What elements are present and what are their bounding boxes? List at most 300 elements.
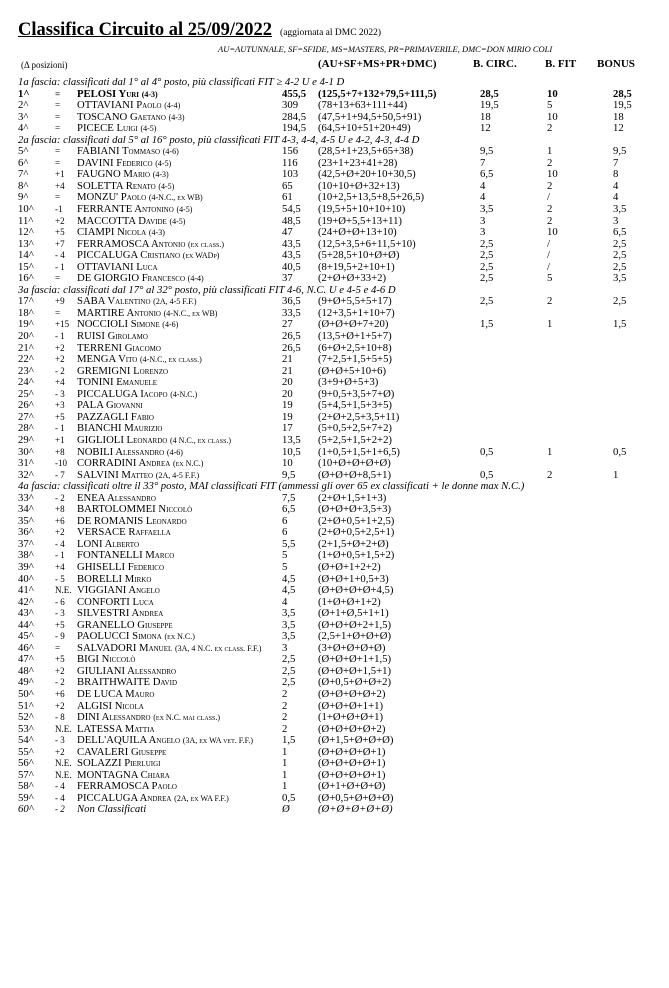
points-breakdown: (19+Ø+5,5+13+11) xyxy=(318,214,402,227)
bonus-total: 1 xyxy=(613,468,619,481)
points-breakdown: (3+9+Ø+5+3) xyxy=(318,376,379,389)
section-text: 1a fascia: classificati dal 1° al 4° posto, più classificati FIT ≥ 4-2 U e 4-1 D xyxy=(18,76,345,88)
total-points: 3,5 xyxy=(282,607,296,620)
bonus-circuit: 2,5 xyxy=(480,272,494,285)
position-change: - 3 xyxy=(55,388,65,399)
position-change: +5 xyxy=(55,411,65,422)
bonus-total: 2,5 xyxy=(613,295,627,308)
player-name-text: RUISI Girolamo xyxy=(77,330,148,343)
bonus-total: 0,5 xyxy=(613,445,627,458)
position-change: - 1 xyxy=(55,261,65,272)
bonus-total: 18 xyxy=(613,110,624,123)
rank: 50^ xyxy=(18,687,34,700)
player-name-text: CIAMPI Nicola xyxy=(77,226,147,239)
player-name-text: VIGGIANI Angelo xyxy=(77,584,160,597)
position-change: +6 xyxy=(55,515,65,526)
position-change: - 1 xyxy=(55,331,65,342)
points-breakdown: (9+Ø+5,5+5+17) xyxy=(318,295,392,308)
bonus-fit: / xyxy=(547,191,550,204)
player-category: (4-4) xyxy=(164,101,181,111)
points-breakdown: (Ø+0,5+Ø+Ø+Ø) xyxy=(318,791,394,804)
player-category: (ex N.C. mai class.) xyxy=(153,713,221,723)
rank: 15^ xyxy=(18,260,34,273)
total-points: 6 xyxy=(282,526,288,539)
rank: 38^ xyxy=(18,549,34,562)
points-breakdown: (Ø+Ø+Ø+1,5+1) xyxy=(318,664,392,677)
player-name-text: CAVALERI Giuseppe xyxy=(77,745,167,758)
rank: 19^ xyxy=(18,318,34,331)
points-breakdown: (2+Ø+0,5+1+2,5) xyxy=(318,514,395,527)
rank: 41^ xyxy=(18,584,34,597)
rank: 22^ xyxy=(18,353,34,366)
bonus-circuit: 7 xyxy=(480,156,486,169)
total-points: 116 xyxy=(282,156,298,169)
position-change: = xyxy=(55,307,61,318)
player-category: (2A, ex WA F.F.) xyxy=(174,793,229,803)
position-change: - 4 xyxy=(55,250,65,261)
player-name-text: FAUGNO Mario xyxy=(77,168,151,181)
player-category: (4-N.C.) xyxy=(170,389,198,399)
points-breakdown: (Ø+Ø+Ø+Ø+4,5) xyxy=(318,584,394,597)
bonus-fit: / xyxy=(547,249,550,262)
points-breakdown: (Ø+1+Ø+Ø+Ø) xyxy=(318,780,386,793)
player-name-text: FERRANTE Antonino xyxy=(77,203,174,216)
header-bonus: BONUS xyxy=(597,58,635,70)
bonus-total: 4 xyxy=(613,179,619,192)
rank: 2^ xyxy=(18,99,29,112)
points-breakdown: (12+3,5+1+10+7) xyxy=(318,306,395,319)
points-breakdown: (Ø+Ø+Ø+3,5+3) xyxy=(318,503,392,516)
points-breakdown: (Ø+Ø+Ø+7+20) xyxy=(318,318,389,331)
rank: 13^ xyxy=(18,237,34,250)
total-points: 1,5 xyxy=(282,734,296,747)
rank: 46^ xyxy=(18,641,34,654)
total-points: 19 xyxy=(282,399,293,412)
bonus-fit: 2 xyxy=(547,214,553,227)
rank: 24^ xyxy=(18,376,34,389)
total-points: Ø xyxy=(282,803,290,816)
points-breakdown: (7+2,5+1,5+5+5) xyxy=(318,353,392,366)
rank: 56^ xyxy=(18,757,34,770)
points-breakdown: (Ø+Ø+Ø+1+1) xyxy=(318,699,384,712)
player-name-text: GRANELLO Giuseppe xyxy=(77,618,173,631)
player-name-text: PELOSI Yuri xyxy=(77,87,140,100)
rank: 20^ xyxy=(18,330,34,343)
player-category: (4-3) xyxy=(168,112,185,122)
position-change: +8 xyxy=(55,504,65,515)
section-text: 3a fascia: classificati dal 17° al 32° posto, più classificati FIT 4-6, N.C. U e 4-5 e 4-6 D xyxy=(18,283,396,296)
bonus-circuit: 0,5 xyxy=(480,445,494,458)
player-name-text: PAZZAGLI Fabio xyxy=(77,410,154,423)
total-points: 36,5 xyxy=(282,295,301,308)
total-points: 2,5 xyxy=(282,653,296,666)
total-points: 20 xyxy=(282,387,293,400)
total-points: 309 xyxy=(282,99,299,112)
total-points: 6,5 xyxy=(282,503,296,516)
total-points: 2 xyxy=(282,711,288,724)
bonus-total: 4 xyxy=(613,191,619,204)
player-category: (4 N.C., ex class.) xyxy=(169,435,232,445)
bonus-total: 3,5 xyxy=(613,272,627,285)
points-breakdown: (Ø+Ø+1+0,5+3) xyxy=(318,572,389,585)
player-name-text: ENEA Alessandro xyxy=(77,491,156,504)
position-change: +2 xyxy=(55,665,65,676)
player-category: (4-4) xyxy=(187,274,204,284)
points-breakdown: (10+2,5+13,5+8,5+26,5) xyxy=(318,191,425,204)
points-breakdown: (23+1+23+41+28) xyxy=(318,156,398,169)
position-change: - 8 xyxy=(55,712,65,723)
rank: 21^ xyxy=(18,341,34,354)
rank: 51^ xyxy=(18,699,34,712)
player-category: (ex N.C.) xyxy=(164,632,195,642)
points-breakdown: (Ø+Ø+Ø+Ø+1) xyxy=(318,757,386,770)
player-name-text: PALA Giovanni xyxy=(77,399,143,412)
position-change: +5 xyxy=(55,227,65,238)
total-points: 2 xyxy=(282,687,288,700)
position-change: - 4 xyxy=(55,538,65,549)
rank: 48^ xyxy=(18,664,34,677)
page-title xyxy=(18,20,381,41)
points-breakdown: (78+13+63+111+44) xyxy=(318,99,408,112)
player-name-text: TONINI Emanuele xyxy=(77,376,158,389)
player-name-text: Non Classificati xyxy=(77,803,147,816)
points-breakdown: (2+1,5+Ø+2+Ø) xyxy=(318,537,389,550)
bonus-circuit: 9,5 xyxy=(480,145,494,158)
player-name-text: ALGISI Nicola xyxy=(77,699,144,712)
total-points: 21 xyxy=(282,353,293,366)
rank: 54^ xyxy=(18,734,34,747)
rank: 31^ xyxy=(18,457,34,470)
position-change: = xyxy=(55,100,61,111)
total-points: 43,5 xyxy=(282,249,301,262)
player-name-text: SILVESTRI Andrea xyxy=(77,607,164,620)
player-name-text: PICCALUGA Cristiano xyxy=(77,249,181,262)
player-category: (2A, 4-5 F.F.) xyxy=(153,297,197,307)
position-change: +5 xyxy=(55,654,65,665)
rank: 37^ xyxy=(18,537,34,550)
rank: 10^ xyxy=(18,203,34,216)
rank: 58^ xyxy=(18,780,34,793)
rank: 23^ xyxy=(18,364,34,377)
bonus-fit: 2 xyxy=(547,468,553,481)
position-change: +9 xyxy=(55,296,65,307)
position-change: +7 xyxy=(55,238,65,249)
rank: 28^ xyxy=(18,422,34,435)
position-change: +4 xyxy=(55,180,65,191)
rank: 14^ xyxy=(18,249,34,262)
total-points: 2 xyxy=(282,722,288,735)
rank: 5^ xyxy=(18,145,29,158)
bonus-total: 1,5 xyxy=(613,318,627,331)
total-points: 17 xyxy=(282,422,293,435)
player-name-text: TERRENI Giacomo xyxy=(77,341,161,354)
bonus-circuit: 19,5 xyxy=(480,99,499,112)
position-change: +2 xyxy=(55,354,65,365)
bonus-total: 3 xyxy=(613,214,619,227)
legend: AU=AUTUNNALE, SF=SFIDE, MS=MASTERS, PR=PRIMAVERILE, DMC=DON MIRIO COLI xyxy=(218,44,553,54)
bonus-circuit: 4 xyxy=(480,179,486,192)
total-points: 2,5 xyxy=(282,676,296,689)
bonus-circuit: 3 xyxy=(480,226,486,239)
player-category: (3A, ex WA vet. F.F.) xyxy=(182,736,254,746)
rank: 27^ xyxy=(18,410,34,423)
total-points: 1 xyxy=(282,757,288,770)
rank: 55^ xyxy=(18,745,34,758)
position-change: -1 xyxy=(55,204,63,215)
points-breakdown: (3+Ø+Ø+Ø+Ø) xyxy=(318,641,386,654)
total-points: 27 xyxy=(282,318,293,331)
bonus-total: 2,5 xyxy=(613,249,627,262)
player-name-text: MACCOTTA Davide xyxy=(77,214,167,227)
player-category: (4-5) xyxy=(176,205,193,215)
player-category: (4-N.C., ex WB) xyxy=(163,308,218,318)
points-breakdown: (Ø+1,5+Ø+Ø+Ø) xyxy=(318,734,394,747)
points-breakdown: (Ø+1+Ø,5+1+1) xyxy=(318,607,389,620)
total-points: 4,5 xyxy=(282,584,296,597)
bonus-fit: / xyxy=(547,237,550,250)
points-breakdown: (5+4,5+1,5+3+5) xyxy=(318,399,392,412)
total-points: 13,5 xyxy=(282,433,301,446)
table-row xyxy=(18,804,663,816)
bonus-circuit: 18 xyxy=(480,110,491,123)
bonus-fit: 10 xyxy=(547,110,558,123)
rank: 7^ xyxy=(18,168,29,181)
total-points: 7,5 xyxy=(282,491,296,504)
total-points: 48,5 xyxy=(282,214,301,227)
points-breakdown: (5+28,5+10+Ø+Ø) xyxy=(318,249,400,262)
points-breakdown: (2+Ø+0,5+2,5+1) xyxy=(318,526,395,539)
position-change: - 9 xyxy=(55,631,65,642)
points-breakdown: (Ø+Ø+Ø+Ø+1) xyxy=(318,745,386,758)
bonus-fit: 2 xyxy=(547,156,553,169)
player-category: (3A, 4 N.C. ex class. F.F.) xyxy=(174,643,262,653)
rank: 9^ xyxy=(18,191,29,204)
player-name-text: BRAITHWAITE David xyxy=(77,676,178,689)
total-points: 47 xyxy=(282,226,293,239)
points-breakdown: (Ø+Ø+Ø+Ø+2) xyxy=(318,687,386,700)
player-category: (ex WADp) xyxy=(182,251,220,261)
position-change: - 7 xyxy=(55,469,65,480)
position-change: - 2 xyxy=(55,804,65,815)
points-breakdown: (Ø+Ø+Ø+Ø+Ø) xyxy=(318,803,393,816)
rank: 11^ xyxy=(18,214,34,227)
total-points: 40,5 xyxy=(282,260,301,273)
total-points: 10,5 xyxy=(282,445,301,458)
position-change: = xyxy=(55,273,61,284)
bonus-circuit: 28,5 xyxy=(480,87,499,100)
player-name-text: DAVINI Federico xyxy=(77,156,153,169)
header-bcirc: B. CIRC. xyxy=(473,58,517,70)
player-name-text: LATESSA Mattia xyxy=(77,722,155,735)
position-change: - 1 xyxy=(55,550,65,561)
position-change: +4 xyxy=(55,561,65,572)
player-category: (4-6) xyxy=(162,147,179,157)
player-name-text: VERSACE Raffaella xyxy=(77,526,171,539)
rank: 52^ xyxy=(18,711,34,724)
bonus-fit: 2 xyxy=(547,295,553,308)
player-name-text: SALVADORI Manuel xyxy=(77,641,173,654)
total-points: 1 xyxy=(282,780,288,793)
points-breakdown: (47,5+1+94,5+50,5+91) xyxy=(318,110,422,123)
position-change: +6 xyxy=(55,688,65,699)
player-category: (4-N.C., ex WB) xyxy=(148,193,203,203)
player-name-text: PICCALUGA Andrea xyxy=(77,791,172,804)
points-breakdown: (10+10+Ø+32+13) xyxy=(318,179,400,192)
updated-note: (aggiornata al DMC 2022) xyxy=(280,28,382,38)
rank: 57^ xyxy=(18,768,34,781)
bonus-total: 28,5 xyxy=(613,87,632,100)
total-points: 33,5 xyxy=(282,306,301,319)
total-points: 9,5 xyxy=(282,468,296,481)
rank: 16^ xyxy=(18,272,34,285)
points-breakdown: (Ø+Ø+Ø+Ø+1) xyxy=(318,768,386,781)
total-points: 3 xyxy=(282,641,288,654)
total-points: 2,5 xyxy=(282,664,296,677)
total-points: 6 xyxy=(282,514,288,527)
player-name-text: CORRADINI Andrea xyxy=(77,457,171,470)
bonus-total: 7 xyxy=(613,156,619,169)
position-change: +1 xyxy=(55,169,65,180)
bonus-total: 12 xyxy=(613,122,624,135)
position-change: - 5 xyxy=(55,573,65,584)
bonus-fit: 2 xyxy=(547,179,553,192)
player-name-text: NOBILI Alessandro xyxy=(77,445,165,458)
bonus-circuit: 12 xyxy=(480,122,491,135)
bonus-circuit: 2,5 xyxy=(480,260,494,273)
points-breakdown: (1+Ø+Ø+Ø+1) xyxy=(318,711,384,724)
bonus-fit: 2 xyxy=(547,203,553,216)
title-text: Classifica Circuito al 25/09/2022 xyxy=(18,20,273,40)
points-breakdown: (5+2,5+1,5+2+2) xyxy=(318,433,392,446)
section-text: 4a fascia: classificati oltre il 33° posto, MAI classificati FIT (ammessi gli over 65 ex classificati + le donne max N.C.) xyxy=(18,480,525,493)
position-change: N.E. xyxy=(55,723,72,734)
player-name-text: BORELLI Mirko xyxy=(77,572,152,585)
rank: 45^ xyxy=(18,630,34,643)
rank: 36^ xyxy=(18,526,34,539)
rank: 1^ xyxy=(18,87,30,100)
total-points: 26,5 xyxy=(282,341,301,354)
bonus-fit: 10 xyxy=(547,168,558,181)
total-points: 103 xyxy=(282,168,299,181)
player-name-text: CONFORTI Luca xyxy=(77,595,154,608)
player-name-text: MARTIRE Antonio xyxy=(77,306,161,319)
total-points: 3,5 xyxy=(282,630,296,643)
player-name-text: FERRAMOSCA Antonio xyxy=(77,237,186,250)
player-name-text: MONTAGNA Chiara xyxy=(77,768,170,781)
rank: 59^ xyxy=(18,791,34,804)
position-change: +2 xyxy=(55,746,65,757)
rank: 18^ xyxy=(18,306,34,319)
position-change: - 2 xyxy=(55,677,65,688)
bonus-circuit: 2,5 xyxy=(480,237,494,250)
player-name-text: FERRAMOSCA Paolo xyxy=(77,780,177,793)
rank: 6^ xyxy=(18,156,29,169)
position-change: +4 xyxy=(55,377,65,388)
player-category: (4-3) xyxy=(141,89,158,99)
player-name-text: SOLAZZI Pierluigi xyxy=(77,757,161,770)
player-category: (4-5) xyxy=(140,124,157,134)
rank: 30^ xyxy=(18,445,34,458)
points-breakdown: (13,5+Ø+1+5+7) xyxy=(318,330,392,343)
rank: 47^ xyxy=(18,653,34,666)
bonus-fit: 1 xyxy=(547,445,553,458)
player-category: (4-5) xyxy=(155,158,172,168)
player-category: (ex N.C.) xyxy=(172,459,204,469)
bonus-circuit: 6,5 xyxy=(480,168,494,181)
position-change: = xyxy=(55,157,61,168)
rank: 43^ xyxy=(18,607,34,620)
total-points: 455,5 xyxy=(282,87,307,100)
player-category: (4-3) xyxy=(148,228,165,238)
header-bfit: B. FIT xyxy=(545,58,577,70)
position-change: +3 xyxy=(55,400,65,411)
position-change: - 4 xyxy=(55,781,65,792)
position-change: N.E. xyxy=(55,769,72,780)
points-breakdown: (10+Ø+Ø+Ø+Ø) xyxy=(318,457,391,470)
player-name-text: MONZU' Paolo xyxy=(77,191,147,204)
rank: 49^ xyxy=(18,676,34,689)
player-name-text: GIULIANI Alessandro xyxy=(77,664,177,677)
player-name-text: BIANCHI Maurizio xyxy=(77,422,163,435)
position-change: - 4 xyxy=(55,792,65,803)
table-row xyxy=(18,123,663,135)
rank: 32^ xyxy=(18,468,34,481)
player-category: (4-6) xyxy=(166,447,183,457)
player-category: (4-5) xyxy=(158,181,175,191)
position-change: +2 xyxy=(55,215,65,226)
total-points: 1 xyxy=(282,745,288,758)
bonus-fit: 5 xyxy=(547,99,553,112)
player-name-text: BIGI Niccolò xyxy=(77,653,136,666)
points-breakdown: (28,5+1+23,5+65+38) xyxy=(318,145,414,158)
bonus-circuit: 3,5 xyxy=(480,203,494,216)
total-points: 5 xyxy=(282,560,288,573)
bonus-circuit: 4 xyxy=(480,191,486,204)
bonus-total: 3,5 xyxy=(613,203,627,216)
position-change: = xyxy=(55,192,61,203)
points-breakdown: (2+Ø+1,5+1+3) xyxy=(318,491,387,504)
player-name-text: MENGA Vito xyxy=(77,353,138,366)
player-name-text: DE LUCA Mauro xyxy=(77,687,155,700)
position-change: = xyxy=(55,111,61,122)
points-breakdown: (12,5+3,5+6+11,5+10) xyxy=(318,237,416,250)
total-points: 43,5 xyxy=(282,237,301,250)
bonus-total: 6,5 xyxy=(613,226,627,239)
position-change: +15 xyxy=(55,319,70,330)
position-change: +2 xyxy=(55,527,65,538)
points-breakdown: (Ø+Ø+5+10+6) xyxy=(318,364,387,377)
total-points: 10 xyxy=(282,457,293,470)
player-name-text: SABA Valentino xyxy=(77,295,151,308)
points-breakdown: (125,5+7+132+79,5+111,5) xyxy=(318,87,437,100)
player-name-text: FABIANI Tommaso xyxy=(77,145,161,158)
points-breakdown: (1+0,5+1,5+1+6,5) xyxy=(318,445,400,458)
position-change: +2 xyxy=(55,342,65,353)
header-formula: (AU+SF+MS+PR+DMC) xyxy=(318,58,437,70)
bonus-circuit: 3 xyxy=(480,214,486,227)
position-change: N.E. xyxy=(55,585,72,596)
player-name-text: DE GIORGIO Francesco xyxy=(77,272,185,285)
rank: 60^ xyxy=(18,803,34,816)
total-points: 4 xyxy=(282,595,288,608)
player-name-text: BARTOLOMMEI Niccolò xyxy=(77,503,193,516)
total-points: 194,5 xyxy=(282,122,307,135)
position-change: = xyxy=(55,123,61,134)
total-points: 19 xyxy=(282,410,293,423)
position-change: - 2 xyxy=(55,365,65,376)
bonus-circuit: 2,5 xyxy=(480,249,494,262)
points-breakdown: (5+0,5+2,5+7+2) xyxy=(318,422,392,435)
